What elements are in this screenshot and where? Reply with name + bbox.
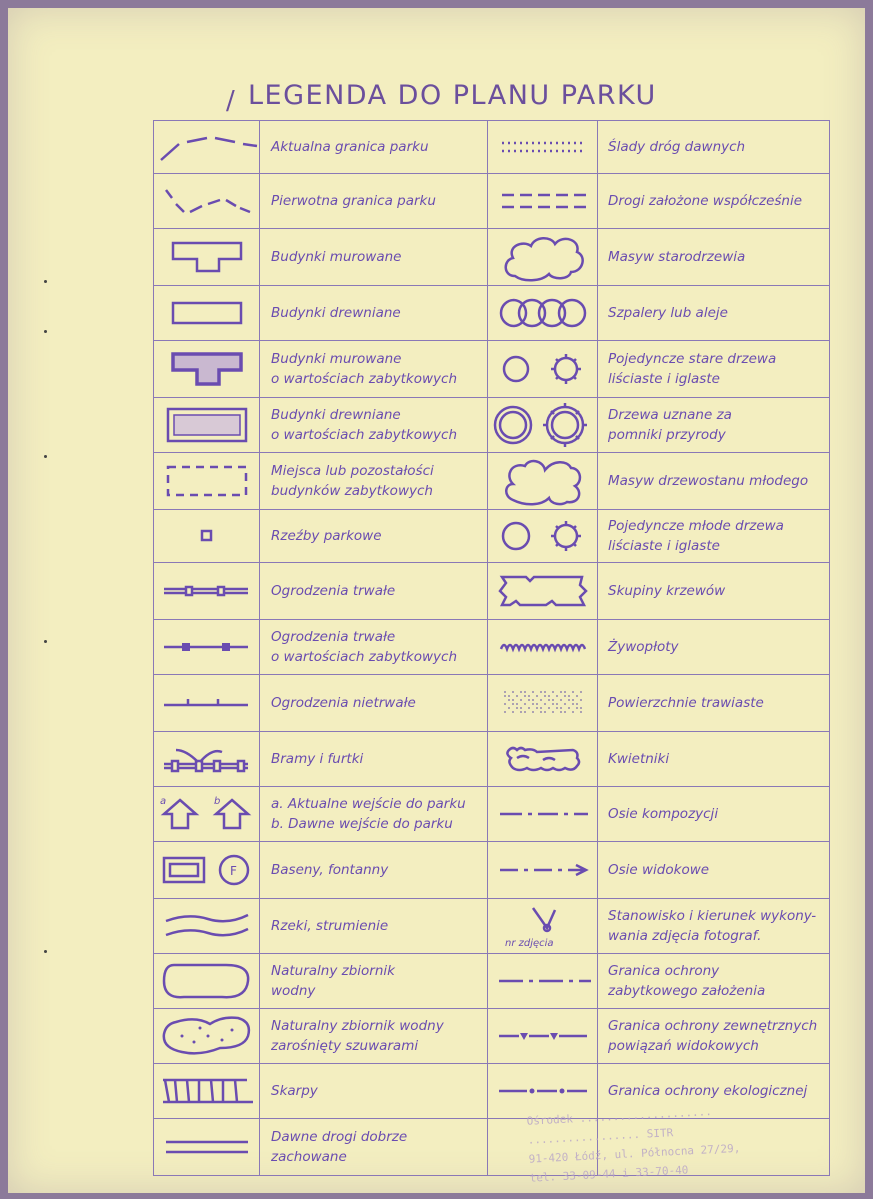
legend-label: Szpalery lub aleje (608, 305, 728, 321)
legend-label: Naturalny zbiornik wodny zarośnięty szuwarami (271, 1018, 444, 1054)
photo-caption: nr zdjęcia (504, 938, 554, 949)
institution-stamp (526, 1100, 750, 1187)
legend-label: Żywopłoty (608, 639, 679, 655)
legend-label: Skarpy (271, 1083, 318, 1099)
legend-label: Pierwotna granica parku (271, 193, 436, 209)
photo-point-symbol (488, 899, 598, 953)
fence-permanent-historic-symbol (153, 620, 260, 674)
legend-label: Masyw starodrzewia (608, 249, 746, 265)
entrance-arrows-symbol (153, 787, 260, 841)
legend-row (153, 842, 830, 899)
page-title: LEGENDA DO PLANU PARKU (248, 80, 657, 111)
legend-row (153, 398, 830, 453)
entrance-letter: b (213, 796, 220, 807)
legend-label: Pojedyncze stare drzewa liściaste i iglaste (608, 351, 777, 387)
legend-label: Ogrodzenia trwałe o wartościach zabytkowych (271, 629, 458, 665)
single-young-trees-symbol (488, 510, 598, 562)
legend-label: Skupiny krzewów (608, 583, 726, 599)
stamp-line: 91-420 Łódź, ul. Północna 27/29, (528, 1141, 741, 1166)
legend-label: Budynki murowane o wartościach zabytkowych (271, 351, 458, 387)
legend-row (153, 1009, 830, 1064)
flowerbed-symbol (488, 732, 598, 786)
fence-permanent-symbol (153, 563, 260, 619)
legend-label: Granica ochrony zabytkowego założenia (608, 963, 766, 999)
legend-row (153, 563, 830, 620)
legend-row (153, 341, 830, 398)
monument-trees-symbol (488, 398, 598, 452)
legend-label: Osie widokowe (608, 862, 710, 878)
cloud-cluster-symbol (488, 229, 598, 285)
legend-label: Miejsca lub pozostałości budynków zabytkowych (271, 463, 434, 499)
legend-row (153, 954, 830, 1009)
legend-label: Rzeźby parkowe (271, 528, 382, 544)
gate-symbol (153, 732, 260, 786)
pond-reeds-symbol (153, 1009, 260, 1063)
legend-row (153, 120, 830, 174)
legend-row (153, 510, 830, 563)
margin-mark (44, 640, 47, 643)
young-stand-symbol (488, 453, 598, 509)
legend-label: Kwietniki (608, 751, 670, 767)
legend-row (153, 174, 830, 229)
dashed-boundary-original-symbol (153, 174, 260, 228)
margin-mark (44, 330, 47, 333)
alley-row-symbol (488, 286, 598, 340)
legend-label: Powierzchnie trawiaste (608, 695, 764, 711)
legend-label: Budynki murowane (271, 249, 402, 265)
stamp-line: Ośrodek .................... (526, 1105, 713, 1128)
legend-label: Ślady dróg dawnych (608, 139, 746, 155)
pond-symbol (153, 954, 260, 1008)
legend-row (153, 286, 830, 341)
protection-boundary-symbol (488, 954, 598, 1008)
view-axis-symbol (488, 842, 598, 898)
legend-label: Rzeki, strumienie (271, 918, 389, 934)
margin-mark (44, 950, 47, 953)
river-waves-symbol (153, 899, 260, 953)
hedge-symbol (488, 620, 598, 674)
legend-row (153, 675, 830, 732)
slope-hatch-symbol (153, 1064, 260, 1118)
grass-dots-symbol (488, 675, 598, 731)
legend-label: Drzewa uznane za pomniki przyrody (608, 407, 732, 443)
legend-label: Ogrodzenia nietrwałe (271, 695, 416, 711)
stamp-line: tel. 33-09-44 i 33-70-40 (529, 1163, 689, 1185)
double-dashed-lines-symbol (488, 174, 598, 228)
dotted-traces-symbol (488, 121, 598, 173)
legend-label: Dawne drogi dobrze zachowane (271, 1129, 408, 1165)
legend-label: Drogi założone współcześnie (608, 193, 803, 209)
double-line-symbol (153, 1119, 260, 1175)
legend-label: Ogrodzenia trwałe (271, 583, 396, 599)
wooden-building-historic-symbol (153, 398, 260, 452)
legend-label: Masyw drzewostanu młodego (608, 473, 809, 489)
legend-label: Granica ochrony zewnętrznych powiązań widokowych (608, 1018, 818, 1054)
legend-label: Bramy i furtki (271, 751, 364, 767)
legend-label: Pojedyncze młode drzewa liściaste i iglaste (608, 518, 784, 554)
triangle-line-symbol (488, 1009, 598, 1063)
fence-nonpermanent-symbol (153, 675, 260, 731)
legend-label: Stanowisko i kierunek wykony- wania zdjęcia fotograf. (608, 908, 817, 944)
legend-label: Aktualna granica parku (271, 139, 429, 155)
legend-label: a. Aktualne wejście do parku b. Dawne wejście do parku (271, 796, 466, 832)
pool-fountain-symbol (153, 842, 260, 898)
stamp-line: ................. SITR (527, 1126, 674, 1147)
legend-label: Budynki drewniane (271, 305, 401, 321)
legend-row (153, 732, 830, 787)
margin-mark (44, 280, 47, 283)
sculpture-square-symbol (153, 510, 260, 562)
margin-mark (44, 455, 47, 458)
legend-row (153, 229, 830, 286)
shrub-group-symbol (488, 563, 598, 619)
remains-dashed-rect-symbol (153, 453, 260, 509)
legend-label: Naturalny zbiornik wodny (271, 963, 395, 999)
legend-label: Budynki drewniane o wartościach zabytkowych (271, 407, 458, 443)
wooden-building-symbol (153, 286, 260, 340)
composition-axis-symbol (488, 787, 598, 841)
fountain-letter: F (229, 864, 237, 878)
legend-row (153, 453, 830, 510)
document-sheet (8, 8, 865, 1193)
legend-row (153, 620, 830, 675)
legend-label: Baseny, fontanny (271, 862, 389, 878)
entrance-letter: a (159, 796, 166, 807)
legend-row (153, 787, 830, 842)
single-old-trees-symbol (488, 341, 598, 397)
dashed-boundary-current-symbol (153, 121, 260, 173)
legend-table (153, 120, 830, 1176)
legend-row (153, 899, 830, 954)
masonry-building-symbol (153, 229, 260, 285)
masonry-building-historic-symbol (153, 341, 260, 397)
legend-label: Granica ochrony ekologicznej (608, 1083, 808, 1099)
legend-label: Osie kompozycji (608, 806, 719, 822)
pen-mark: / (226, 86, 235, 116)
